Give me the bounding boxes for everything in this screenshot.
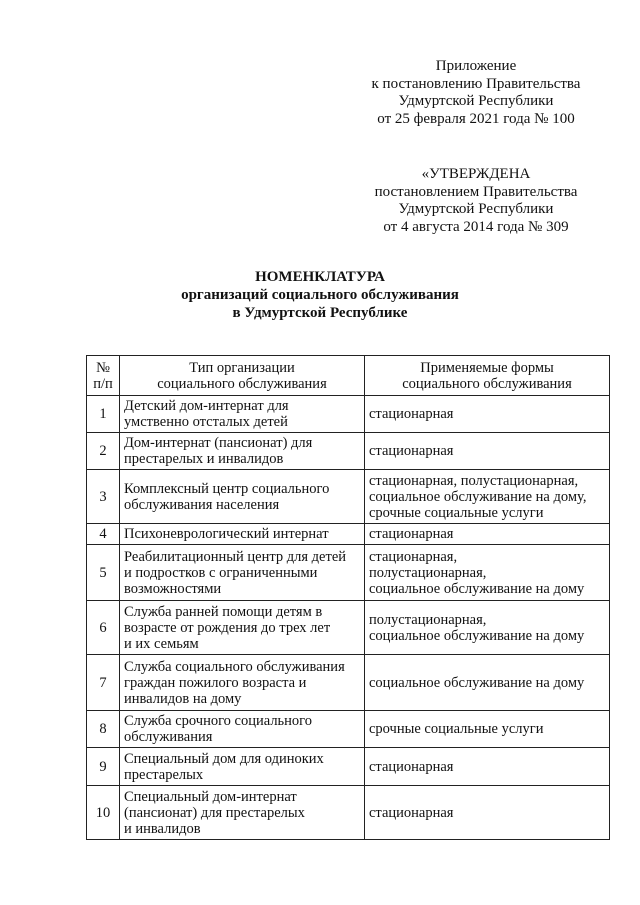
- row-org-type: [120, 601, 365, 655]
- approval-line: «УТВЕРЖДЕНА: [421, 166, 531, 182]
- org-type-line: инвалидов на дому: [124, 690, 242, 707]
- table-row: [87, 433, 610, 470]
- row-service-forms: [365, 396, 610, 433]
- table-row: [87, 655, 610, 711]
- table-row: [87, 545, 610, 601]
- header-service-forms-line: социального обслуживания: [402, 375, 572, 392]
- service-form-line: срочные социальные услуги: [369, 721, 544, 737]
- service-form-line: стационарная: [369, 406, 454, 422]
- table-row: [87, 396, 610, 433]
- service-form-line: срочные социальные услуги: [369, 504, 544, 521]
- row-org-type: [120, 748, 365, 786]
- header-number-line: №: [96, 359, 110, 376]
- row-service-forms: [365, 601, 610, 655]
- org-type-line: Комплексный центр социального: [124, 480, 330, 497]
- row-service-forms: [365, 711, 610, 748]
- table-row: [87, 470, 610, 524]
- row-number: 3: [87, 470, 120, 524]
- approval-block: [356, 166, 596, 236]
- org-type-line: обслуживания: [124, 729, 213, 745]
- table-header-row: [87, 356, 610, 396]
- row-org-type: [120, 396, 365, 433]
- service-form-line: социальное обслуживание на дому,: [369, 488, 587, 505]
- appendix-line: Удмуртской Республики: [398, 93, 554, 109]
- approval-line: Удмуртской Республики: [398, 201, 554, 217]
- approval-line: постановлением Правительства: [374, 183, 578, 200]
- table-row: [87, 786, 610, 840]
- org-type-line: Служба социального обслуживания: [124, 658, 345, 675]
- service-form-line: стационарная: [369, 804, 454, 821]
- org-type-line: умственно отсталых детей: [124, 414, 288, 430]
- org-type-line: Служба срочного социального: [124, 713, 313, 729]
- header-org-type: [120, 356, 365, 396]
- row-service-forms: [365, 545, 610, 601]
- org-type-line: возрасте от рождения до трех лет: [124, 619, 331, 636]
- header-service-forms: [365, 356, 610, 396]
- row-service-forms: [365, 655, 610, 711]
- header-org-type-line: Тип организации: [189, 359, 295, 376]
- org-type-line: Служба ранней помощи детям в: [124, 603, 323, 620]
- header-number-line: п/п: [93, 375, 113, 392]
- approval-line: от 4 августа 2014 года № 309: [383, 218, 569, 235]
- row-org-type: [120, 545, 365, 601]
- org-type-line: Психоневрологический интернат: [124, 526, 329, 542]
- org-type-line: и инвалидов: [124, 820, 201, 837]
- service-form-line: полустационарная,: [369, 564, 487, 581]
- row-number: 4: [87, 524, 120, 545]
- org-type-line: граждан пожилого возраста и: [124, 674, 307, 691]
- header-org-type-line: социального обслуживания: [157, 375, 327, 392]
- header-service-forms-line: Применяемые формы: [420, 359, 554, 376]
- table-row: [87, 711, 610, 748]
- table-row: [87, 748, 610, 786]
- row-number: 10: [87, 786, 120, 840]
- row-number: 8: [87, 711, 120, 748]
- org-type-line: престарелых: [124, 766, 204, 783]
- org-type-line: Специальный дом для одиноких: [124, 750, 324, 767]
- service-form-line: стационарная,: [369, 548, 458, 565]
- service-form-line: социальное обслуживание на дому: [369, 580, 585, 597]
- row-service-forms: [365, 786, 610, 840]
- table-row: [87, 601, 610, 655]
- org-type-line: Реабилитационный центр для детей: [124, 548, 347, 565]
- title-line: в Удмуртской Республике: [232, 305, 408, 321]
- service-form-line: стационарная, полустационарная,: [369, 472, 579, 489]
- row-org-type: [120, 655, 365, 711]
- row-service-forms: [365, 433, 610, 470]
- org-type-line: Детский дом-интернат для: [124, 398, 289, 414]
- title-line: организаций социального обслуживания: [181, 287, 459, 303]
- appendix-line: к постановлению Правительства: [371, 75, 581, 92]
- service-form-line: социальное обслуживание на дому: [369, 627, 585, 644]
- org-type-line: престарелых и инвалидов: [124, 451, 284, 467]
- row-number: 6: [87, 601, 120, 655]
- row-number: 2: [87, 433, 120, 470]
- org-type-line: (пансионат) для престарелых: [124, 804, 305, 821]
- row-org-type: [120, 524, 365, 545]
- service-form-line: стационарная: [369, 758, 454, 775]
- org-type-line: обслуживания населения: [124, 496, 280, 513]
- row-org-type: [120, 433, 365, 470]
- title-line: НОМЕНКЛАТУРА: [255, 269, 385, 285]
- service-form-line: стационарная: [369, 526, 454, 542]
- service-form-line: полустационарная,: [369, 611, 487, 628]
- header-number: [87, 356, 120, 396]
- row-number: 9: [87, 748, 120, 786]
- row-service-forms: [365, 470, 610, 524]
- service-form-line: социальное обслуживание на дому: [369, 674, 585, 691]
- document-title: [0, 268, 640, 322]
- row-number: 5: [87, 545, 120, 601]
- org-type-line: возможностями: [124, 580, 222, 597]
- nomenclature-table: [86, 355, 610, 840]
- row-number: 1: [87, 396, 120, 433]
- org-type-line: и их семьям: [124, 635, 199, 652]
- org-type-line: Дом-интернат (пансионат) для: [124, 435, 313, 451]
- row-org-type: [120, 470, 365, 524]
- appendix-line: от 25 февраля 2021 года № 100: [377, 110, 575, 127]
- row-org-type: [120, 786, 365, 840]
- org-type-line: Специальный дом-интернат: [124, 788, 297, 805]
- row-org-type: [120, 711, 365, 748]
- row-number: 7: [87, 655, 120, 711]
- appendix-block: [356, 58, 596, 128]
- org-type-line: и подростков с ограниченными: [124, 564, 318, 581]
- service-form-line: стационарная: [369, 443, 454, 459]
- row-service-forms: [365, 748, 610, 786]
- table-row: [87, 524, 610, 545]
- appendix-line: Приложение: [435, 58, 517, 74]
- row-service-forms: [365, 524, 610, 545]
